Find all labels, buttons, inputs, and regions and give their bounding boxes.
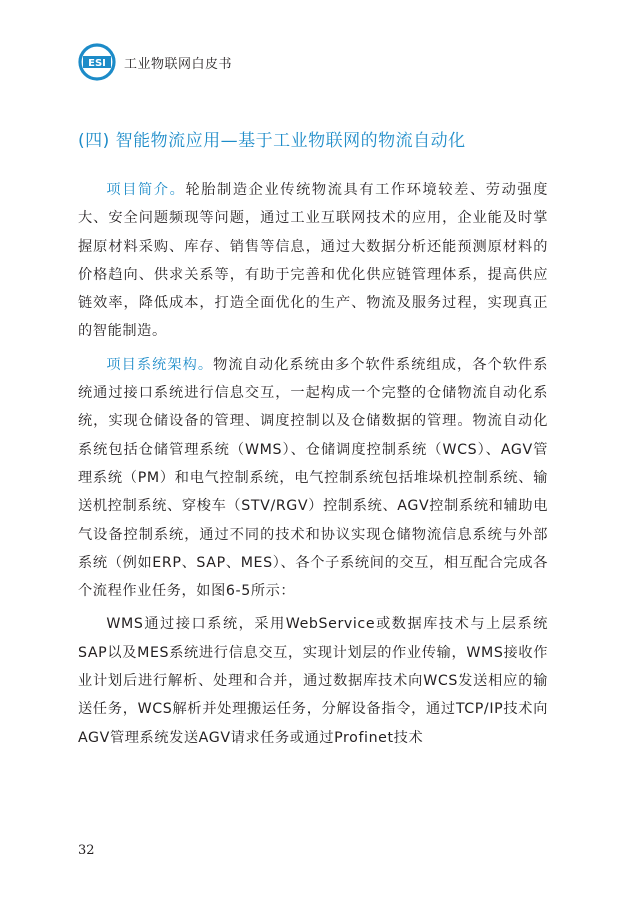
paragraph-text: 物流自动化系统由多个软件系统组成，各个软件系统通过接口系统进行信息交互，一起构成一个完整的仓储物流自动化系统，实现仓储设备的管理、调度控制以及仓储数据的管理。物流自动化系统包括仓储管理系统（WMS）、仓储调度控制系统（WCS）、AGV管理系统（PM）和电气控制系统，电气控制系统包括堆垛机控制系统、输送机控制系统、穿梭车（STV/RGV）控制系统、AGV控制系统和辅助电气设备控制系统，通过不同的技术和协议实现仓储物流信息系统与外部系统（例如ERP、SAP、MES）、各个子系统间的交互，相互配合完成各个流程作业任务，如图6-5所示： [78, 356, 549, 600]
paragraph-architecture [78, 351, 548, 606]
page-header [78, 42, 232, 82]
logo-text: ESI [88, 58, 106, 69]
document-title: 工业物联网白皮书 [124, 56, 233, 72]
paragraph-lead: 项目简介。 [106, 182, 186, 198]
paragraph-text: WMS通过接口系统，采用WebService或数据库技术与上层系统SAP以及MES系统进行信息交互，实现计划层的作业传输，WMS接收作业计划后进行解析、处理和合并，通过数据库技术向WCS发送相应的输送任务，WCS解析并处理搬运任务，分解设备指令，通过TCP/IP技术向AGV管理系统发送AGV请求任务或通过Profinet技术 [78, 616, 548, 746]
body-text [78, 176, 548, 752]
esi-logo [78, 43, 116, 81]
paragraph-intro [78, 176, 548, 346]
section-title: (四) 智能物流应用—基于工业物联网的物流自动化 [78, 131, 466, 151]
paragraph-wms [78, 610, 548, 751]
page-number: 32 [78, 843, 95, 858]
paragraph-text: 轮胎制造企业传统物流具有工作环境较差、劳动强度大、安全问题频现等问题，通过工业互联网技术的应用，企业能及时掌握原材料采购、库存、销售等信息，通过大数据分析还能预测原材料的价格趋向、供求关系等，有助于完善和优化供应链管理体系，提高供应链效率，降低成本，打造全面优化的生产、物流及服务过程，实现真正的智能制造。 [78, 182, 548, 340]
paragraph-lead: 项目系统架构。 [106, 356, 214, 373]
